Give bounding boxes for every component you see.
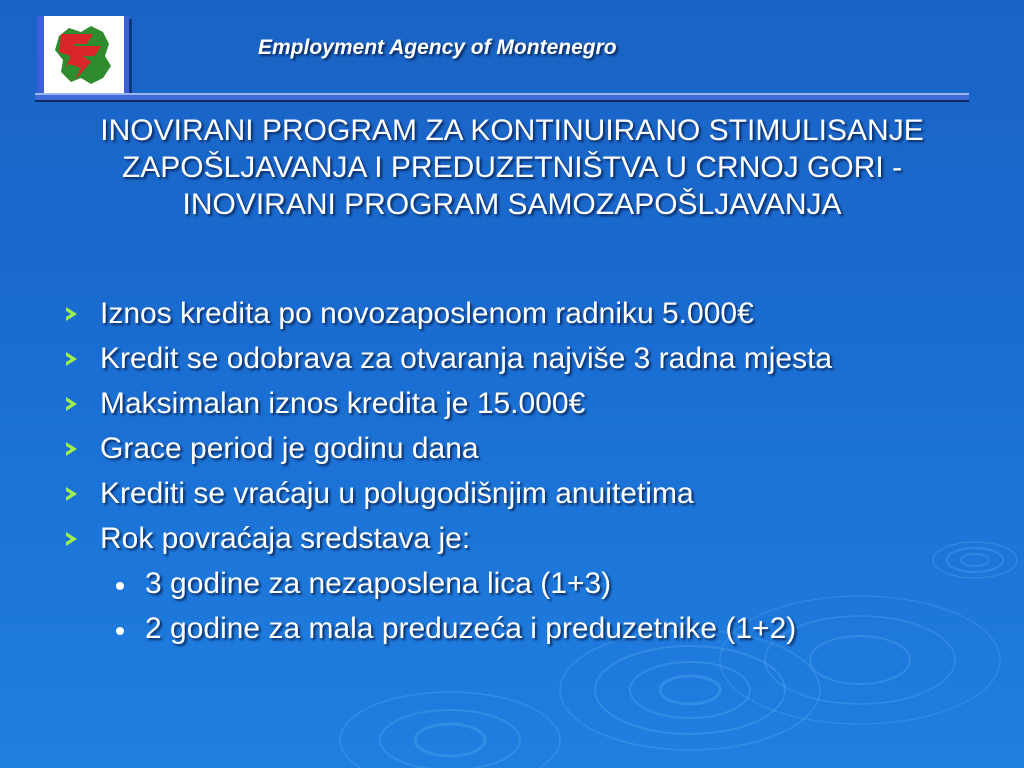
bullet-text: Krediti se vraćaju u polugodišnjim anuitetima xyxy=(100,477,694,510)
bullet-text: Kredit se odobrava za otvaranja najviše 3 radna mjesta xyxy=(100,342,833,375)
employment-agency-logo-icon xyxy=(51,22,115,88)
bullet-item xyxy=(62,474,832,519)
bullet-text: Grace period je godinu dana xyxy=(100,432,479,465)
bullet-item xyxy=(62,339,832,384)
dot-bullet-icon xyxy=(116,582,124,590)
bullet-text: Rok povraćaja sredstava je: xyxy=(100,522,471,555)
dot-bullet-icon xyxy=(116,627,124,635)
slide-title-line: ZAPOŠLJAVANJA I PREDUZETNIŠTVA U CRNOJ GORI - xyxy=(121,151,903,184)
bullet-text: Iznos kredita po novozaposlenom radniku 5.000€ xyxy=(100,297,754,330)
slide-title-line: INOVIRANI PROGRAM ZA KONTINUIRANO STIMULISANJE xyxy=(100,114,924,147)
slide-title xyxy=(20,112,1004,223)
bullet-item xyxy=(62,429,832,474)
sub-bullet-text: 2 godine za mala preduzeća i preduzetnike (1+2) xyxy=(145,612,797,645)
sub-bullet-item xyxy=(62,564,832,609)
header-divider xyxy=(35,93,969,102)
bullet-item xyxy=(62,384,832,429)
bullet-text: Maksimalan iznos kredita je 15.000€ xyxy=(100,387,586,420)
bullet-list xyxy=(62,294,832,654)
organization-name: Employment Agency of Montenegro xyxy=(258,36,617,59)
logo-frame xyxy=(37,16,129,93)
bullet-item xyxy=(62,294,832,339)
bullet-item xyxy=(62,519,832,564)
slide-title-line: INOVIRANI PROGRAM SAMOZAPOŠLJAVANJA xyxy=(182,188,842,221)
sub-bullet-text: 3 godine za nezaposlena lica (1+3) xyxy=(145,567,612,600)
sub-bullet-item xyxy=(62,609,832,654)
